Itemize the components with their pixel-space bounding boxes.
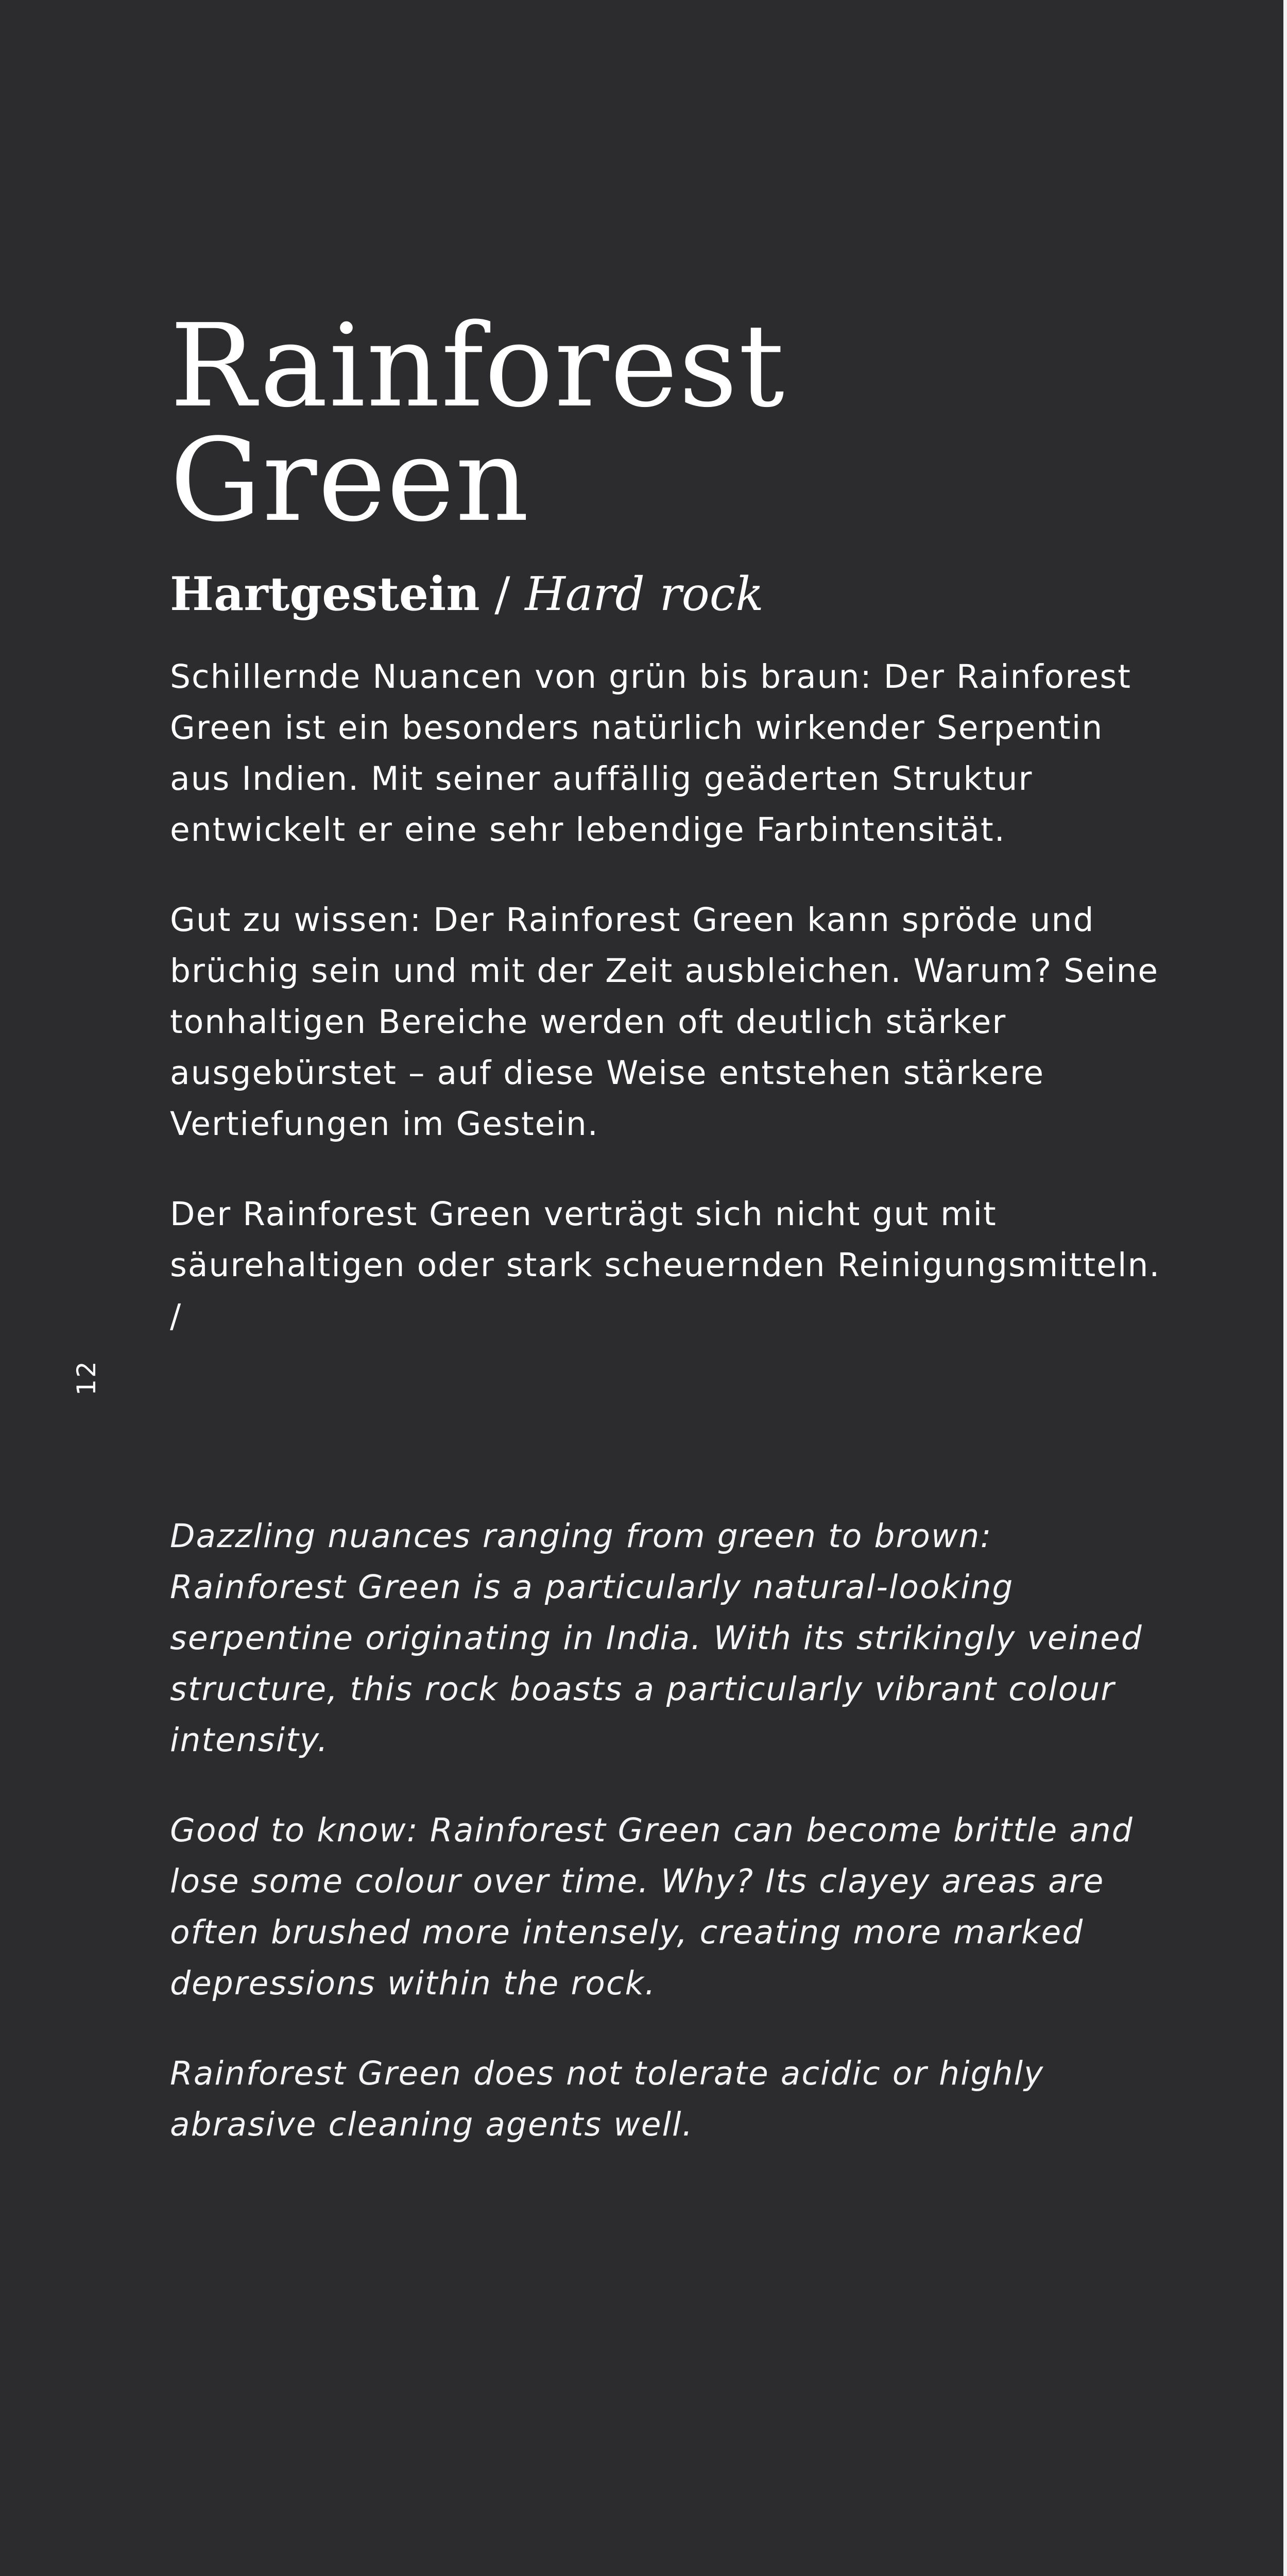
page-edge-line [1283, 0, 1287, 2576]
page-title: Rainforest Green [170, 300, 786, 547]
subtitle-separator: / [494, 567, 510, 621]
header-block [170, 300, 1164, 621]
subtitle [170, 569, 1164, 620]
german-paragraph-2: Gut zu wissen: Der Rainforest Green kann spröde und brüchig sein und mit der Zeit ausbleichen. Warum? Seine tonhaltigen Bereiche werden oft deutlich stärker ausgebürstet – auf diese Weise entstehen stärkere Vertiefungen im Gestein. [170, 901, 1159, 1143]
english-text-block [170, 1511, 1164, 2189]
english-paragraph-3: Rainforest Green does not tolerate acidic or highly abrasive cleaning agents well. [170, 2055, 1044, 2143]
page-number: 12 [72, 1360, 101, 1396]
english-paragraph-2: Good to know: Rainforest Green can become brittle and lose some colour over time. Why? Its clayey areas are often brushed more intensely, creating more marked depressions within the rock. [170, 1811, 1134, 2002]
german-paragraph-1: Schillernde Nuancen von grün bis braun: Der Rainforest Green ist ein besonders natürlich wirkender Serpentin aus Indien. Mit seiner auffällig geäderten Struktur entwickelt er eine sehr lebendige Farbintensität. [170, 658, 1131, 849]
subtitle-english: Hard rock [525, 567, 764, 621]
english-paragraph-1: Dazzling nuances ranging from green to brown: Rainforest Green is a particularly natural-looking serpentine originating in India. With its strikingly veined structure, this rock boasts a particularly vibrant colour intensity. [170, 1517, 1143, 1759]
german-paragraph-3: Der Rainforest Green verträgt sich nicht gut mit säurehaltigen oder stark scheuernden Reinigungsmitteln. / [170, 1195, 1161, 1335]
subtitle-german: Hartgestein [170, 567, 480, 621]
german-text-block [170, 651, 1164, 1381]
